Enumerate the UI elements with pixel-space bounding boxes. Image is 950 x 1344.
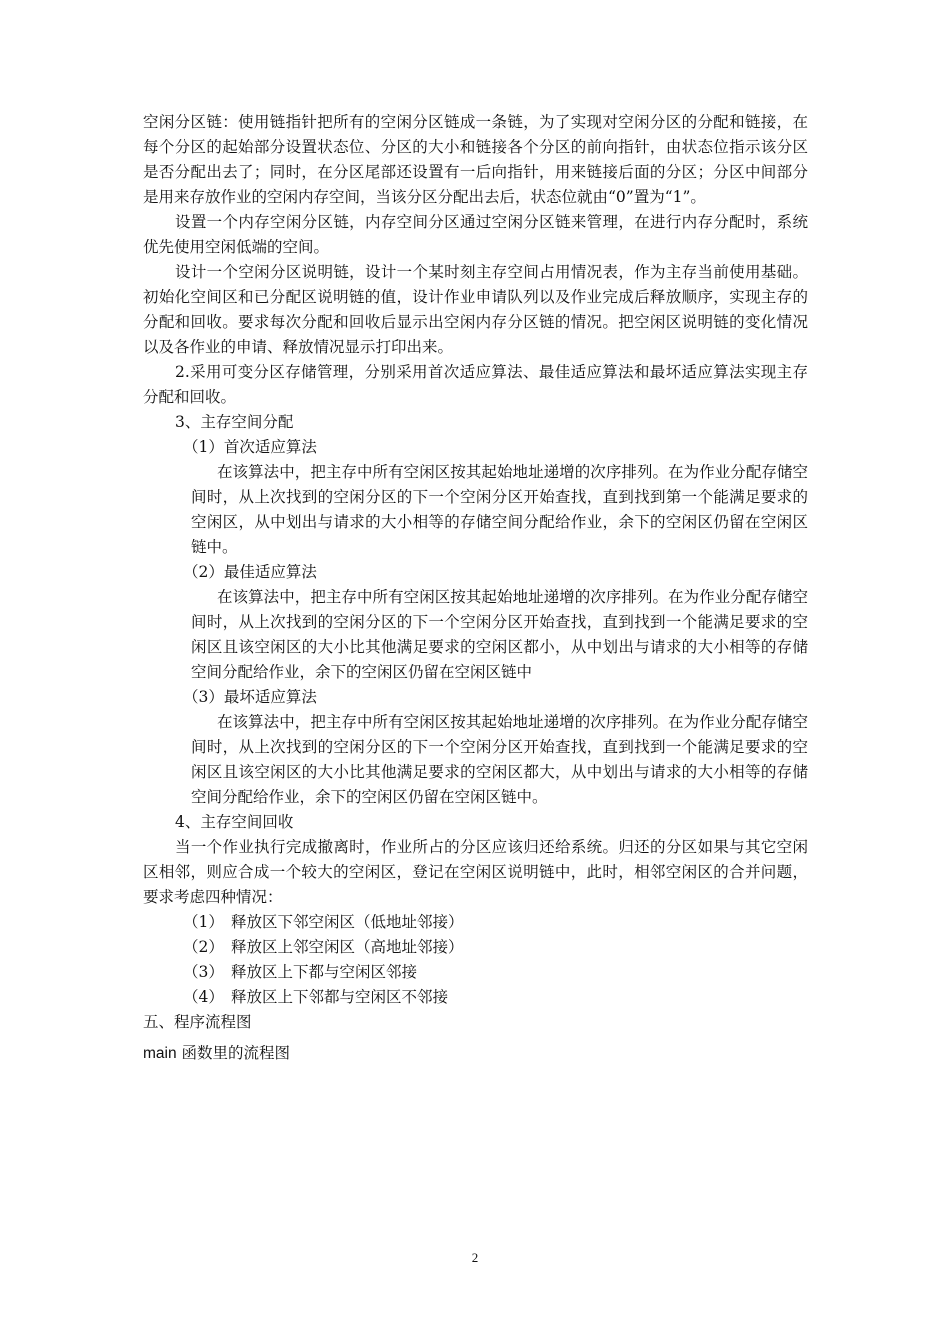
list-item-text: 释放区上邻空闲区（高地址邻接） — [231, 938, 464, 956]
list-item-number: （3） — [183, 963, 224, 981]
heading-memory-reclaim: 4、主存空间回收 — [175, 813, 294, 831]
heading-best-fit: （2）最佳适应算法 — [183, 563, 317, 581]
list-item-number: （1） — [183, 913, 224, 931]
list-item — [143, 910, 808, 935]
code-main: main — [143, 1045, 177, 1062]
paragraph-item-2: 2.采用可变分区存储管理，分别采用首次适应算法、最佳适应算法和最坏适应算法实现主存分配和回收。 — [143, 363, 808, 406]
list-item-text: 释放区上下邻都与空闲区不邻接 — [231, 988, 449, 1006]
paragraph-best-fit: 在该算法中，把主存中所有空闲区按其起始地址递增的次序排列。在为作业分配存储空间时，从上次找到的空闲分区的下一个空闲分区开始查找，直到找到一个能满足要求的空闲区且该空闲区的大小比其他满足要求的空闲区都小，从中划出与请求的大小相等的存储空间分配给作业，余下的空闲区仍留在空闲区链中 — [191, 588, 808, 681]
heading-memory-allocation: 3、主存空间分配 — [175, 413, 294, 431]
heading-first-fit: （1）首次适应算法 — [183, 438, 317, 456]
list-item-text: 释放区上下都与空闲区邻接 — [231, 963, 418, 981]
paragraph-reclaim: 当一个作业执行完成撤离时，作业所占的分区应该归还给系统。归还的分区如果与其它空闲区相邻，则应合成一个较大的空闲区，登记在空闲区说明链中，此时，相邻空闲区的合并问题，要求考虑四种情况： — [143, 838, 808, 906]
list-item — [143, 985, 808, 1010]
paragraph-design: 设计一个空闲分区说明链，设计一个某时刻主存空间占用情况表，作为主存当前使用基础。初始化空间区和已分配区说明链的值，设计作业申请队列以及作业完成后释放顺序，实现主存的分配和回收。要求每次分配和回收后显示出空闲内存分区链的情况。把空闲区说明链的变化情况以及各作业的申请、释放情况显示打印出来。 — [143, 263, 808, 356]
heading-worst-fit: （3）最坏适应算法 — [183, 688, 317, 706]
document-body — [143, 110, 808, 1066]
list-item-text: 释放区下邻空闲区（低地址邻接） — [231, 913, 464, 931]
page-number: 2 — [471, 1250, 479, 1265]
paragraph-worst-fit: 在该算法中，把主存中所有空闲区按其起始地址递增的次序排列。在为作业分配存储空间时，从上次找到的空闲分区的下一个空闲分区开始查找，直到找到一个能满足要求的空闲区且该空闲区的大小比其他满足要求的空闲区都大，从中划出与请求的大小相等的存储空间分配给作业，余下的空闲区仍留在空闲区链中。 — [191, 713, 808, 806]
paragraph-first-fit: 在该算法中，把主存中所有空闲区按其起始地址递增的次序排列。在为作业分配存储空间时，从上次找到的空闲分区的下一个空闲分区开始查找，直到找到第一个能满足要求的空闲区，从中划出与请求的大小相等的存储空间分配给作业，余下的空闲区仍留在空闲区链中。 — [191, 463, 808, 556]
list-item-number: （4） — [183, 988, 224, 1006]
paragraph-setup-chain: 设置一个内存空闲分区链，内存空间分区通过空闲分区链来管理，在进行内存分配时，系统优先使用空闲低端的空间。 — [143, 213, 808, 256]
list-item-number: （2） — [183, 938, 224, 956]
heading-flowchart: 五、程序流程图 — [143, 1013, 252, 1031]
main-flowchart-caption: 函数里的流程图 — [176, 1044, 291, 1062]
list-item — [143, 960, 808, 985]
list-item — [143, 935, 808, 960]
paragraph-free-partition-chain: 空闲分区链：使用链指针把所有的空闲分区链成一条链，为了实现对空闲分区的分配和链接，在每个分区的起始部分设置状态位、分区的大小和链接各个分区的前向指针，由状态位指示该分区是否分配出去了；同时，在分区尾部还设置有一后向指针，用来链接后面的分区；分区中间部分是用来存放作业的空闲内存空间，当该分区分配出去后，状态位就由“0”置为“1”。 — [143, 113, 808, 206]
paragraph-main-flowchart — [143, 1041, 808, 1066]
